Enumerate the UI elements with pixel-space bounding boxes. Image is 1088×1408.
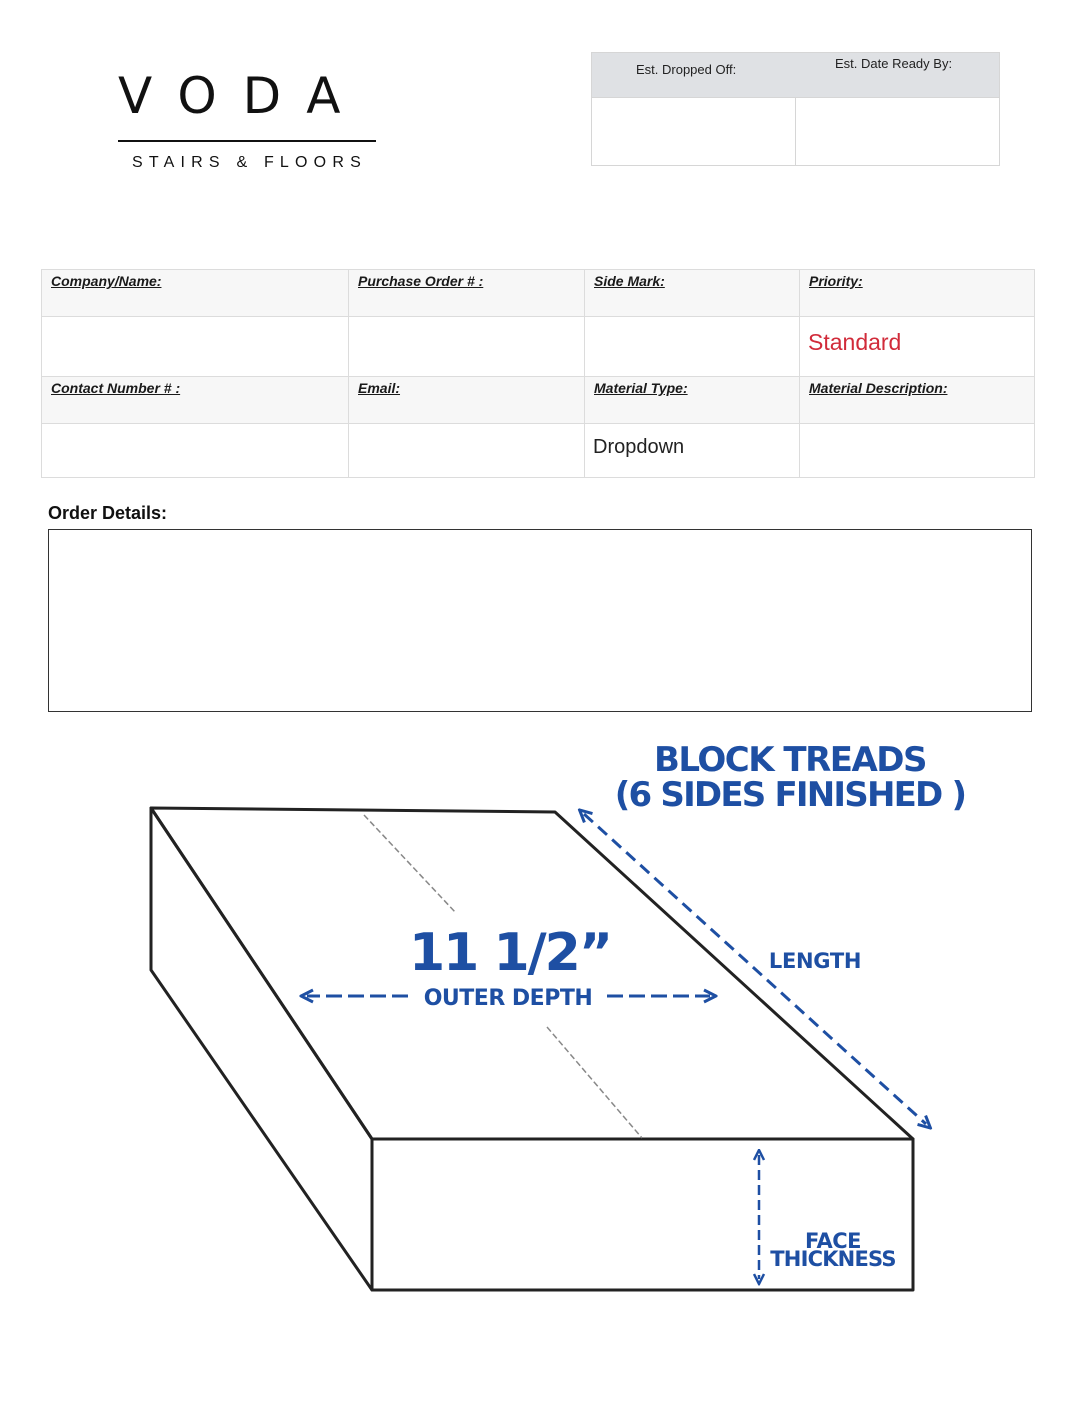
estimate-dates-header [592, 53, 999, 97]
diagram-title-line2: (6 SIDES FINISHED ) [614, 775, 966, 815]
length-label: LENGTH [768, 949, 862, 973]
material-desc-label-cell [800, 377, 1034, 424]
priority-label: Priority: [809, 273, 863, 289]
ready-by-field[interactable] [796, 98, 999, 165]
seam-line-top [364, 815, 456, 913]
po-label-cell [349, 270, 585, 317]
company-label: Company/Name: [51, 273, 162, 289]
thickness-label-line1: FACE [805, 1229, 861, 1253]
order-details-label: Order Details: [48, 503, 168, 523]
material-type-label: Material Type: [594, 380, 688, 396]
side-mark-label-cell [585, 270, 800, 317]
email-field[interactable] [349, 424, 585, 477]
diagram-title-line1: BLOCK TREADS [653, 740, 927, 780]
po-label: Purchase Order # : [358, 273, 484, 289]
contact-label-cell [42, 377, 349, 424]
side-mark-field[interactable] [585, 317, 800, 377]
length-arrow [584, 814, 926, 1124]
logo-divider [118, 140, 376, 142]
side-mark-label: Side Mark: [594, 273, 665, 289]
email-label: Email: [358, 380, 401, 396]
depth-label: OUTER DEPTH [423, 986, 593, 1011]
priority-label-cell [800, 270, 1034, 317]
company-label-cell [42, 270, 349, 317]
dropped-off-label: Est. Dropped Off: [636, 62, 737, 77]
order-info-table [41, 269, 1035, 478]
logo-tagline: STAIRS & FLOORS [132, 154, 367, 171]
company-field[interactable] [42, 317, 349, 377]
material-type-label-cell [585, 377, 800, 424]
priority-field[interactable] [800, 317, 1034, 377]
depth-value: 11 1/2” [409, 923, 611, 983]
dropped-off-field[interactable] [592, 98, 796, 165]
seam-line-bottom [547, 1027, 642, 1138]
priority-value: Standard [808, 329, 902, 355]
material-type-dropdown[interactable] [585, 424, 800, 477]
ready-by-label: Est. Date Ready By: [835, 56, 953, 71]
block-tread-diagram [0, 730, 1088, 1350]
order-details-field[interactable] [48, 529, 1032, 712]
block-outline [151, 808, 913, 1290]
estimate-dates-table [591, 52, 1000, 166]
material-type-value: Dropdown [593, 436, 685, 458]
email-label-cell [349, 377, 585, 424]
company-logo [118, 67, 380, 172]
contact-field[interactable] [42, 424, 349, 477]
thickness-label-line2: THICKNESS [770, 1247, 896, 1271]
logo-wordmark: VODA [118, 67, 367, 125]
material-desc-label: Material Description: [809, 380, 948, 396]
material-desc-field[interactable] [800, 424, 1034, 477]
po-field[interactable] [349, 317, 585, 377]
contact-label: Contact Number # : [51, 380, 181, 396]
block-left-face [151, 808, 372, 1290]
